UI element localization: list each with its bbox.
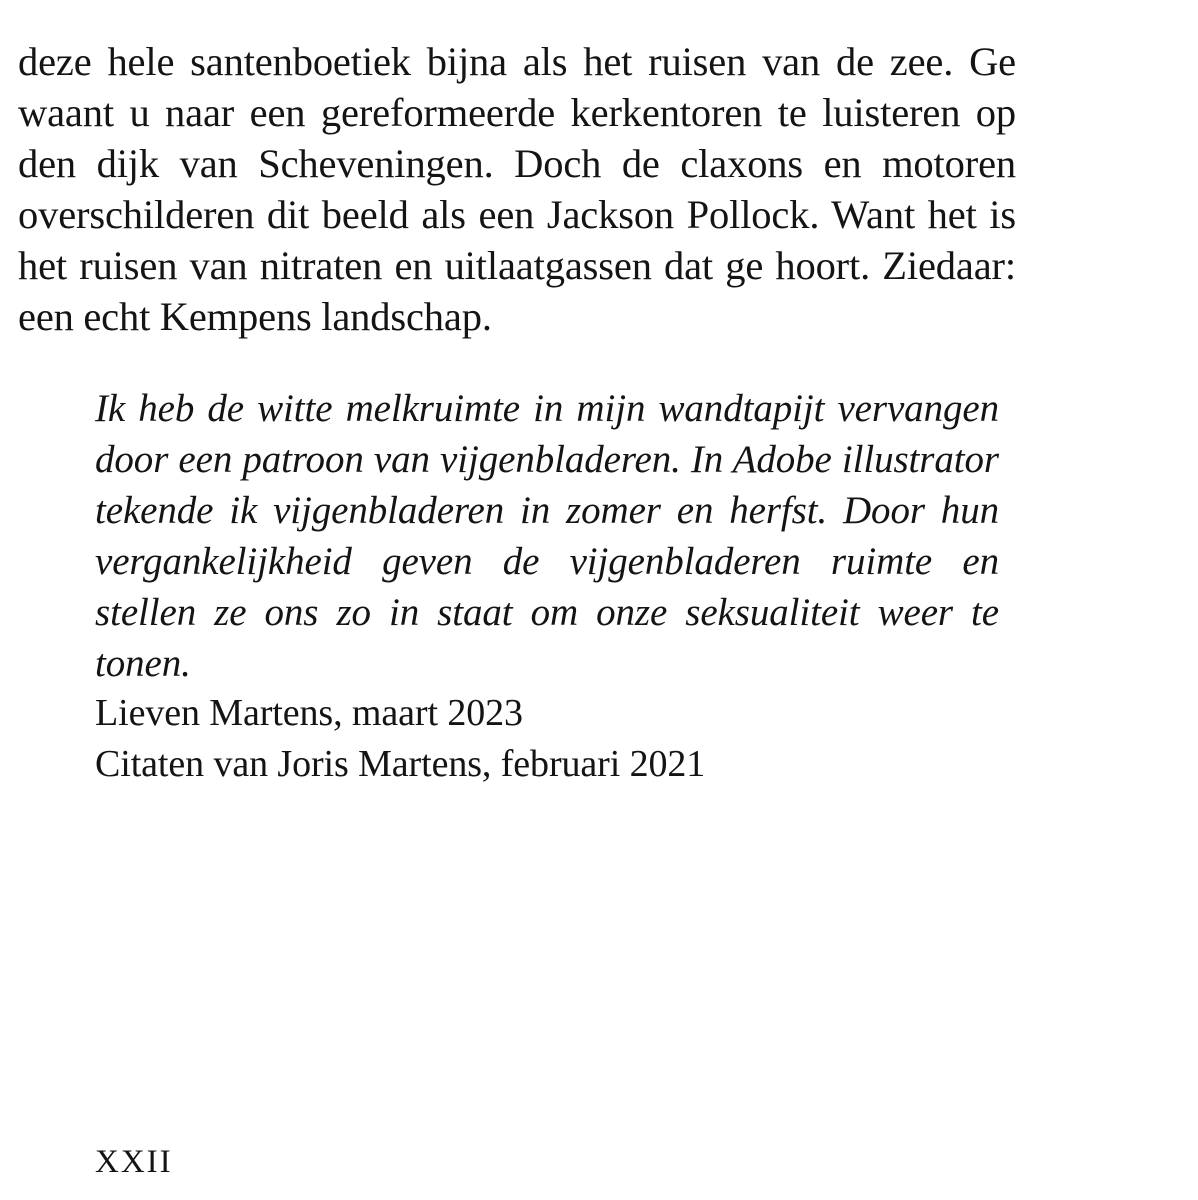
pull-quote-block [95,383,999,689]
attribution-source-line: Citaten van Joris Martens, februari 2021 [95,743,706,785]
body-paragraph: deze hele santenboetiek bijna als het ruisen van de zee. Ge waant u naar een gereformeerde kerkentoren te luisteren op den dijk van Scheveningen. Doch de claxons en motoren overschilderen dit beeld als een Jackson Pollock. Want het is het ruisen van nitraten en uitlaatgassen dat ge hoort. Ziedaar: een echt Kempens landschap. [18,39,1016,339]
page-number-folio: XXII [95,1144,173,1180]
pull-quote-text: Ik heb de witte melkruimte in mijn wandtapijt vervangen door een patroon van vijgenbladeren. In Adobe illustrator tekende ik vijgenbladeren in zomer en herfst. Door hun vergankelijkheid geven de vijgenbladeren ruimte en stellen ze ons zo in staat om onze seksualiteit weer te tonen. [95,387,999,685]
body-text-block [18,36,1016,342]
attribution-block [95,688,999,790]
attribution-author-line: Lieven Martens, maart 2023 [95,692,523,734]
